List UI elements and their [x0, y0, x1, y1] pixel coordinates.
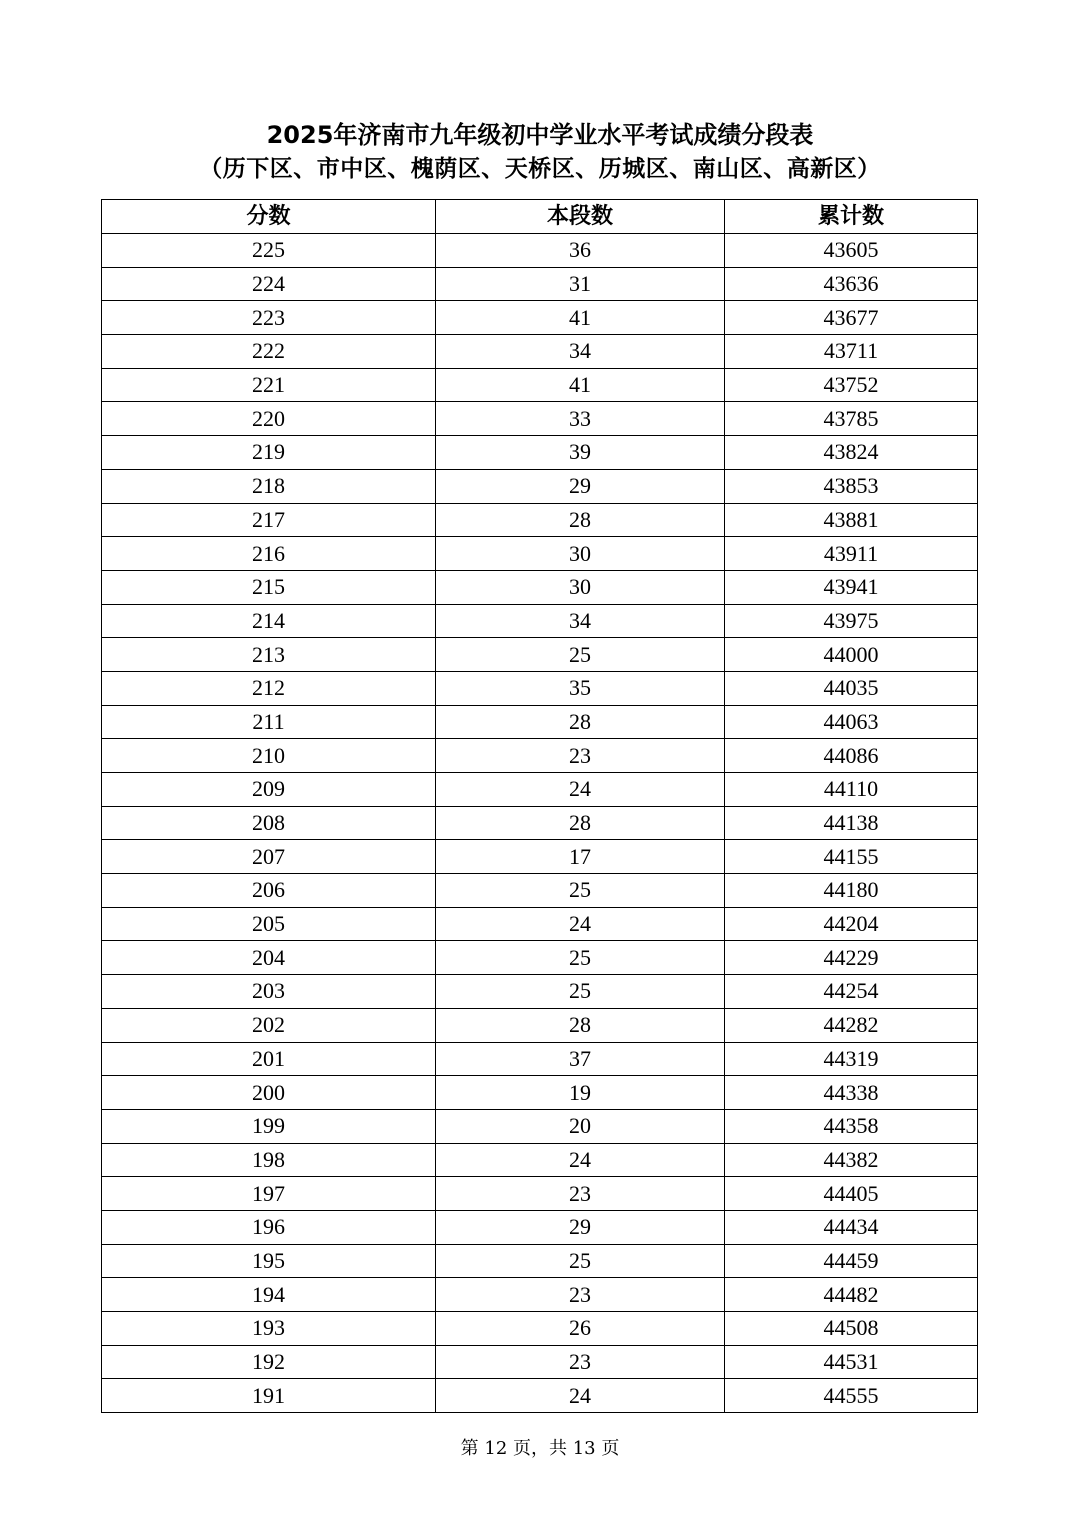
segment-count-cell: 36 — [436, 234, 725, 268]
score-cell: 217 — [102, 503, 436, 537]
page-subtitle: （历下区、市中区、槐荫区、天桥区、历城区、南山区、高新区） — [199, 156, 881, 182]
table-row — [102, 1312, 978, 1346]
table-row — [102, 267, 978, 301]
cumulative-count-cell: 44282 — [725, 1008, 978, 1042]
cumulative-count-cell: 43975 — [725, 604, 978, 638]
score-cell: 204 — [102, 941, 436, 975]
cumulative-count-cell: 43636 — [725, 267, 978, 301]
segment-count-cell: 25 — [436, 638, 725, 672]
cumulative-count-cell: 44405 — [725, 1177, 978, 1211]
cumulative-count-cell: 43941 — [725, 570, 978, 604]
cumulative-count-cell: 43853 — [725, 469, 978, 503]
segment-count-cell: 23 — [436, 1278, 725, 1312]
score-cell: 199 — [102, 1109, 436, 1143]
cumulative-count-cell: 44204 — [725, 907, 978, 941]
segment-count-cell: 24 — [436, 773, 725, 807]
segment-count-cell: 25 — [436, 975, 725, 1009]
segment-count-cell: 30 — [436, 570, 725, 604]
column-header-cumulative-count: 累计数 — [725, 200, 978, 234]
score-cell: 206 — [102, 874, 436, 908]
cumulative-count-cell: 44229 — [725, 941, 978, 975]
segment-count-cell: 28 — [436, 1008, 725, 1042]
table-row — [102, 671, 978, 705]
score-cell: 203 — [102, 975, 436, 1009]
table-header — [102, 200, 978, 234]
segment-count-cell: 41 — [436, 368, 725, 402]
table-row — [102, 537, 978, 571]
table-body — [102, 234, 978, 1413]
score-cell: 198 — [102, 1143, 436, 1177]
cumulative-count-cell: 43605 — [725, 234, 978, 268]
score-distribution-table — [101, 199, 978, 1413]
table-row — [102, 1008, 978, 1042]
cumulative-count-cell: 43752 — [725, 368, 978, 402]
cumulative-count-cell: 44531 — [725, 1345, 978, 1379]
cumulative-count-cell: 44555 — [725, 1379, 978, 1413]
score-cell: 223 — [102, 301, 436, 335]
segment-count-cell: 24 — [436, 1143, 725, 1177]
cumulative-count-cell: 44508 — [725, 1312, 978, 1346]
cumulative-count-cell: 44338 — [725, 1076, 978, 1110]
score-cell: 193 — [102, 1312, 436, 1346]
cumulative-count-cell: 44482 — [725, 1278, 978, 1312]
score-cell: 202 — [102, 1008, 436, 1042]
table-row — [102, 1177, 978, 1211]
score-cell: 222 — [102, 335, 436, 369]
table-row — [102, 570, 978, 604]
cumulative-count-cell: 44138 — [725, 806, 978, 840]
score-cell: 218 — [102, 469, 436, 503]
segment-count-cell: 23 — [436, 1345, 725, 1379]
score-cell: 197 — [102, 1177, 436, 1211]
segment-count-cell: 37 — [436, 1042, 725, 1076]
cumulative-count-cell: 43911 — [725, 537, 978, 571]
segment-count-cell: 28 — [436, 806, 725, 840]
score-cell: 208 — [102, 806, 436, 840]
segment-count-cell: 41 — [436, 301, 725, 335]
table-row — [102, 638, 978, 672]
table-row — [102, 301, 978, 335]
cumulative-count-cell: 44319 — [725, 1042, 978, 1076]
table-row — [102, 1210, 978, 1244]
table-row — [102, 1244, 978, 1278]
segment-count-cell: 25 — [436, 874, 725, 908]
page-title: 2025年济南市九年级初中学业水平考试成绩分段表 — [266, 121, 814, 149]
segment-count-cell: 17 — [436, 840, 725, 874]
column-header-score: 分数 — [102, 200, 436, 234]
segment-count-cell: 39 — [436, 436, 725, 470]
cumulative-count-cell: 44110 — [725, 773, 978, 807]
score-cell: 210 — [102, 739, 436, 773]
cumulative-count-cell: 43881 — [725, 503, 978, 537]
score-cell: 205 — [102, 907, 436, 941]
table-row — [102, 1076, 978, 1110]
cumulative-count-cell: 44459 — [725, 1244, 978, 1278]
table-row — [102, 1278, 978, 1312]
score-cell: 192 — [102, 1345, 436, 1379]
table-row — [102, 436, 978, 470]
table-row — [102, 402, 978, 436]
table-header-row — [102, 200, 978, 234]
score-cell: 200 — [102, 1076, 436, 1110]
cumulative-count-cell: 44000 — [725, 638, 978, 672]
cumulative-count-cell: 44063 — [725, 705, 978, 739]
table-row — [102, 941, 978, 975]
segment-count-cell: 28 — [436, 705, 725, 739]
score-cell: 207 — [102, 840, 436, 874]
segment-count-cell: 25 — [436, 941, 725, 975]
table-row — [102, 604, 978, 638]
table-row — [102, 773, 978, 807]
cumulative-count-cell: 44035 — [725, 671, 978, 705]
score-cell: 211 — [102, 705, 436, 739]
column-header-segment-count: 本段数 — [436, 200, 725, 234]
cumulative-count-cell: 44254 — [725, 975, 978, 1009]
segment-count-cell: 19 — [436, 1076, 725, 1110]
score-cell: 216 — [102, 537, 436, 571]
segment-count-cell: 26 — [436, 1312, 725, 1346]
score-cell: 209 — [102, 773, 436, 807]
table-row — [102, 705, 978, 739]
cumulative-count-cell: 44086 — [725, 739, 978, 773]
segment-count-cell: 20 — [436, 1109, 725, 1143]
table-row — [102, 1345, 978, 1379]
segment-count-cell: 25 — [436, 1244, 725, 1278]
table-row — [102, 806, 978, 840]
segment-count-cell: 31 — [436, 267, 725, 301]
page-number-footer: 第 12 页，共 13 页 — [460, 1438, 620, 1459]
table-row — [102, 874, 978, 908]
segment-count-cell: 33 — [436, 402, 725, 436]
table-row — [102, 1143, 978, 1177]
table-row — [102, 1109, 978, 1143]
score-cell: 215 — [102, 570, 436, 604]
segment-count-cell: 24 — [436, 907, 725, 941]
table-row — [102, 469, 978, 503]
segment-count-cell: 35 — [436, 671, 725, 705]
score-cell: 212 — [102, 671, 436, 705]
segment-count-cell: 34 — [436, 335, 725, 369]
segment-count-cell: 29 — [436, 1210, 725, 1244]
table-row — [102, 368, 978, 402]
score-cell: 221 — [102, 368, 436, 402]
cumulative-count-cell: 44180 — [725, 874, 978, 908]
table-row — [102, 1042, 978, 1076]
cumulative-count-cell: 44434 — [725, 1210, 978, 1244]
segment-count-cell: 28 — [436, 503, 725, 537]
score-cell: 191 — [102, 1379, 436, 1413]
score-cell: 213 — [102, 638, 436, 672]
cumulative-count-cell: 44382 — [725, 1143, 978, 1177]
segment-count-cell: 34 — [436, 604, 725, 638]
score-cell: 194 — [102, 1278, 436, 1312]
cumulative-count-cell: 43677 — [725, 301, 978, 335]
segment-count-cell: 24 — [436, 1379, 725, 1413]
table-row — [102, 840, 978, 874]
score-cell: 214 — [102, 604, 436, 638]
segment-count-cell: 29 — [436, 469, 725, 503]
table-row — [102, 975, 978, 1009]
segment-count-cell: 23 — [436, 739, 725, 773]
score-cell: 224 — [102, 267, 436, 301]
score-cell: 220 — [102, 402, 436, 436]
table-row — [102, 907, 978, 941]
table-row — [102, 503, 978, 537]
cumulative-count-cell: 43785 — [725, 402, 978, 436]
table-row — [102, 739, 978, 773]
score-cell: 219 — [102, 436, 436, 470]
table-row — [102, 234, 978, 268]
cumulative-count-cell: 44155 — [725, 840, 978, 874]
cumulative-count-cell: 44358 — [725, 1109, 978, 1143]
score-cell: 196 — [102, 1210, 436, 1244]
table-row — [102, 335, 978, 369]
score-cell: 225 — [102, 234, 436, 268]
segment-count-cell: 30 — [436, 537, 725, 571]
cumulative-count-cell: 43711 — [725, 335, 978, 369]
score-cell: 195 — [102, 1244, 436, 1278]
cumulative-count-cell: 43824 — [725, 436, 978, 470]
score-cell: 201 — [102, 1042, 436, 1076]
segment-count-cell: 23 — [436, 1177, 725, 1211]
table-row — [102, 1379, 978, 1413]
